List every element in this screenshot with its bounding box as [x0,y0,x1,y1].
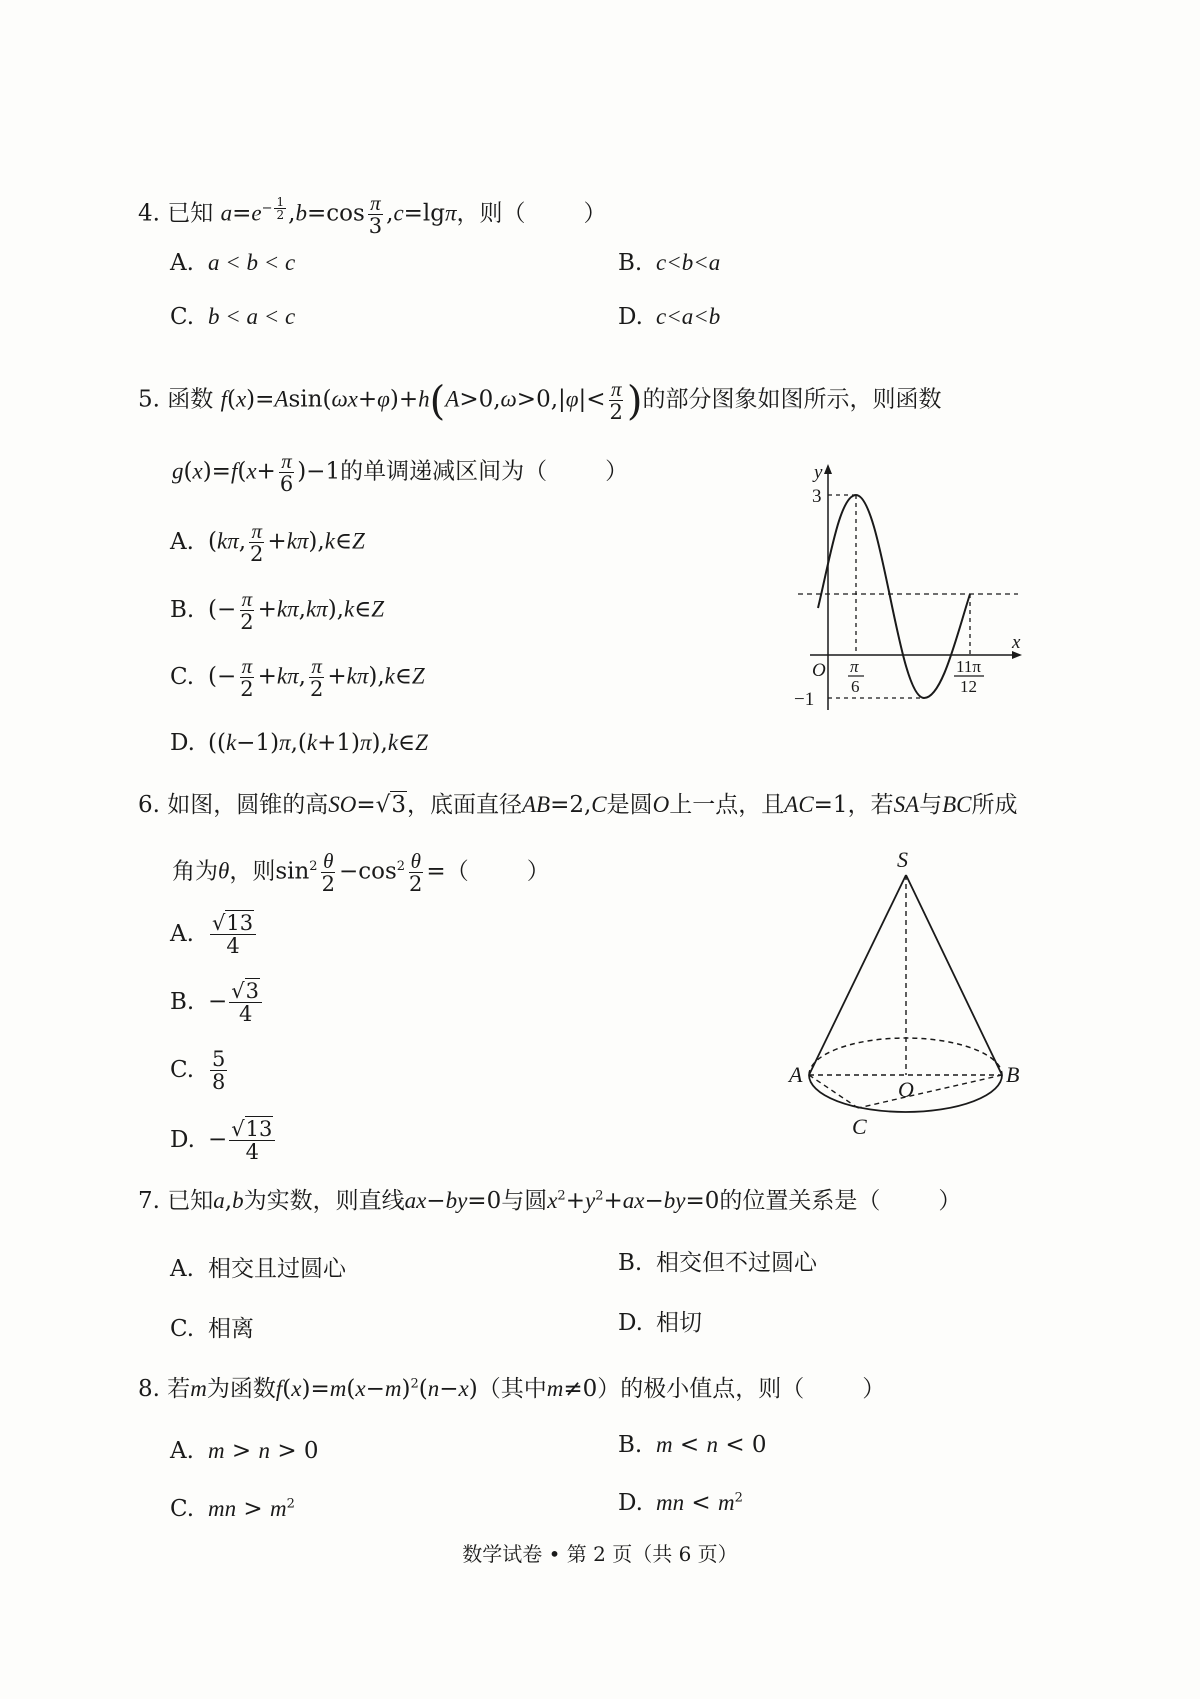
slant-right [906,875,1002,1075]
x-tick-11pi12-den: 12 [960,677,977,696]
option-7d: D. 相切 [618,1310,702,1336]
y-axis-arrow [824,464,832,474]
option-4d: D. c<a<b [618,304,721,330]
question-5: 5. 函数 f(x)=Asin(ωx+φ)+h(A>0,ω>0,|φ|< $\frac{\pi}{2}$ )的部分图象如图所示，则函数 [138,377,942,425]
option-5a: A. (kπ, $\frac{\pi}{2}$ +kπ),k∈Z [170,519,365,567]
option-6d: D. − $\frac{√13}{4}$ [170,1118,277,1163]
label-b: B [1006,1062,1020,1087]
question-7: 7. 已知a,b为实数，则直线ax−by=0与圆$x^2+y^2+ax-by=0$的位置关系是（ ） [138,1188,962,1214]
label-s: S [897,847,908,872]
x-tick-11pi-num: 11π [956,657,981,676]
origin-label: O [812,660,826,681]
option-6a: A. $\frac{√13}{4}$ [170,912,258,957]
option-8d: D. mn < $m^2$ [618,1490,743,1516]
option-8a: A. m > n > 0 [170,1438,319,1464]
option-4b: B. c<b<a [618,250,721,276]
option-8b: B. m < n < 0 [618,1432,767,1458]
question-number: 4. [138,200,160,227]
y-tick-3: 3 [812,486,822,507]
option-6c: C. $\frac{5}{8}$ [170,1047,226,1095]
segment-bc [858,1075,1002,1108]
sine-graph-figure [790,458,1030,718]
option-8c: C. mn > $m^2$ [170,1496,295,1522]
question-6: 6. 如图，圆锥的高SO=√3，底面直径AB=2,C是圆O上一点，且AC=1，若SA与BC所成 [138,792,1018,818]
option-6b: B. − $\frac{√3}{4}$ [170,980,264,1025]
slant-left [809,875,906,1075]
x-label: x [1012,632,1021,653]
segment-ac [809,1075,858,1108]
question-8: 8. 若m为函数$f(x)=m(x-m)^2(n-x)$（其中m≠0）的极小值点，则（ ） [138,1376,886,1402]
label-a: A [789,1062,803,1087]
option-7a: A. 相交且过圆心 [170,1256,346,1282]
option-5c: C. (− $\frac{\pi}{2}$ +kπ, $\frac{\pi}{2}$ +kπ),k∈Z [170,654,425,702]
option-5b: B. (− $\frac{\pi}{2}$ +kπ,kπ),k∈Z [170,587,385,635]
x-tick-pi-num: π [850,657,859,676]
label-c: C [852,1114,867,1139]
y-tick-neg1: −1 [794,689,815,710]
label-o: O [898,1077,914,1102]
y-label: y [814,462,823,483]
cone-figure [780,845,1040,1145]
question-5-line2: g(x)=f(x+ $\frac{\pi}{6}$ )−1的单调递减区间为（ ） [172,449,629,497]
option-7c: C. 相离 [170,1316,254,1342]
question-4: 4. 已知 $a=e^{- \frac{1}{2}}$ ,b=cos $\frac{\pi}{3}$ ,c=lgπ，则（ ） [138,191,607,239]
option-7b: B. 相交但不过圆心 [618,1250,817,1276]
option-4a: A. a < b < c [170,250,296,276]
sine-curve [818,495,970,698]
page-footer: 数学试卷 • 第 2 页（共 6 页） [462,1542,738,1566]
option-5d: D. ((k−1)π,(k+1)π),k∈Z [170,730,428,756]
option-4c: C. b < a < c [170,304,296,330]
x-tick-pi6-den: 6 [851,677,860,696]
question-6-line2: 角为θ，则$\sin^2$ $\frac{\theta}{2}$ $-\cos^2$ $\frac{\theta}{2}$ =（ ） [172,849,550,897]
